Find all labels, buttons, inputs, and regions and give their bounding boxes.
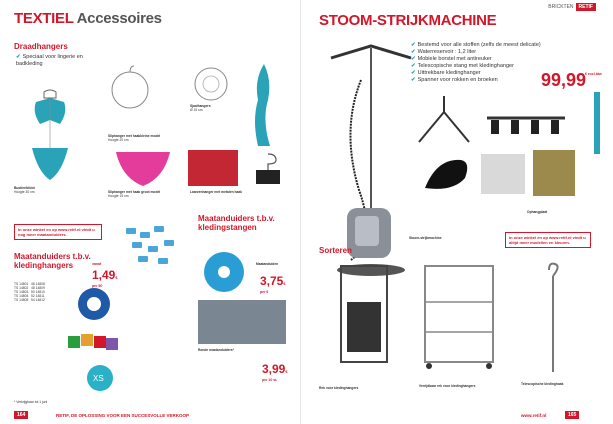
caption-rek: Rek voor kledinghangers (319, 386, 359, 390)
feature-lingerie: ✔ Speciaal voor lingerie en badkleding (16, 54, 83, 67)
price-steamer: 99,99 € excl.btw (541, 70, 602, 90)
caption-ophangplaat: Ophangplaat (527, 210, 548, 214)
hanging-clothes-photo (198, 300, 286, 344)
section-maatanduiders-kleding: Maatanduiders t.b.v. kledinghangers (14, 252, 91, 270)
caption-stoom: Stoom-strijkmachine (409, 236, 442, 240)
brush-image (417, 148, 477, 202)
steam-head-photo (481, 154, 525, 194)
check-icon: ✔ (16, 54, 21, 60)
skirt-clamp-image (481, 98, 571, 156)
caption-bustier: Bustier/bikini Hoogte 30 cm (14, 186, 35, 194)
caption-slip-kleine: Sliphanger met haakkleine model Hoogte 20 cm (108, 134, 161, 142)
fabric-steaming-photo (533, 150, 575, 196)
caption-rondmaat: Ronde maatanduiders* (198, 348, 234, 352)
colored-size-rings-image (66, 330, 120, 362)
xs-ring-image (82, 362, 118, 394)
caption-sjaal: Sjaalhangers Ø 15 cm (190, 104, 211, 112)
caption-verrijdbaar: Verrijdbaar rek voor kledinghangers (419, 384, 476, 388)
telescopic-hook-image (533, 262, 573, 378)
right-page-title: STOOM-STRIJKMACHINE (319, 12, 497, 29)
boots-hanger-photo (188, 150, 238, 186)
section-tab (594, 92, 600, 154)
footer-slogan: RETIF, DE OPLOSSING VOOR EEN SUCCESVOLLE VERKOOP (56, 413, 190, 418)
hanger-rack-image (335, 262, 395, 372)
svg-text:XS: XS (93, 374, 104, 383)
caption-tele: Telescopische kledinghaak (521, 382, 564, 386)
caption-maat-stang: Maatanduiden (256, 262, 279, 266)
caption-slip-groot: Sliphanger met haak groot model Hoogte 15 cm (108, 190, 161, 198)
size-code-table: TS 14801 46 14808 TS 14802 48 14809 TS 14803 50 14810 TS 14804 52 14811 TS 14805 54 14812 (14, 282, 45, 302)
feature-item: ✔ Bestemd voor alle stoffen (zelfs de meest delicate) (411, 42, 541, 48)
caption-laarzen: Laarzenhanger met metalen haak (190, 190, 243, 194)
slip-hanger-small-image (100, 62, 160, 124)
scarf-image (244, 60, 284, 150)
feature-item: ✔ Waterreservoir : 1,2 liter (411, 49, 477, 55)
footer-url[interactable]: www.retif.nl (521, 413, 547, 418)
bikini-image (14, 88, 86, 196)
page-number-right: 165 (565, 411, 579, 419)
size-tags-image (118, 218, 188, 272)
right-page (300, 0, 600, 424)
slip-image (112, 148, 174, 190)
info-box-left: In onze winkel en op www.retif.nl vindt u nog meer maatanduiders. (14, 224, 102, 240)
feature-item: ✔ Telescopische stang met kledinghanger (411, 63, 514, 69)
retif-logo: RETIF (576, 3, 596, 11)
left-page-title: TEXTIEL Accessoires (14, 10, 162, 27)
feature-item: ✔ Mobiele borstel met antireuker (411, 56, 492, 62)
info-box-right: In onze winkel en op www.retif.nl vindt u altijd meer modellen en kleuren. (505, 232, 591, 248)
footnote: * Verkrijgbaar tot 1 juni (14, 400, 48, 404)
brand-header: BRICKTEN RETIF (548, 4, 596, 10)
price-maatanduiders: vanaf 1,49€ per 50 (92, 262, 118, 288)
feature-item: ✔ Uittrekbare kledinghanger (411, 70, 481, 76)
section-maatanduiders-stangen: Maatanduiders t.b.v. kledingstangen (198, 214, 275, 232)
left-page (0, 0, 300, 424)
hanger-detail-image (411, 92, 477, 150)
rail-size-divider-image (196, 246, 256, 298)
size-ring-image (72, 282, 116, 326)
rolling-rack-image (419, 262, 499, 374)
section-draadhangers: Draadhangers (14, 42, 68, 51)
price-maat-stang: 3,75€ per 6 (260, 274, 286, 294)
price-rondmaat: 3,99€ per 10 st. (262, 362, 288, 382)
section-sorteren: Sorteren (319, 246, 352, 255)
scarf-hanger-image (186, 60, 236, 104)
feature-item: ✔ Spanner voor rokken en broeken (411, 77, 498, 83)
page-number-left: 164 (14, 411, 28, 419)
boots-hanger-clip-image (248, 150, 288, 190)
